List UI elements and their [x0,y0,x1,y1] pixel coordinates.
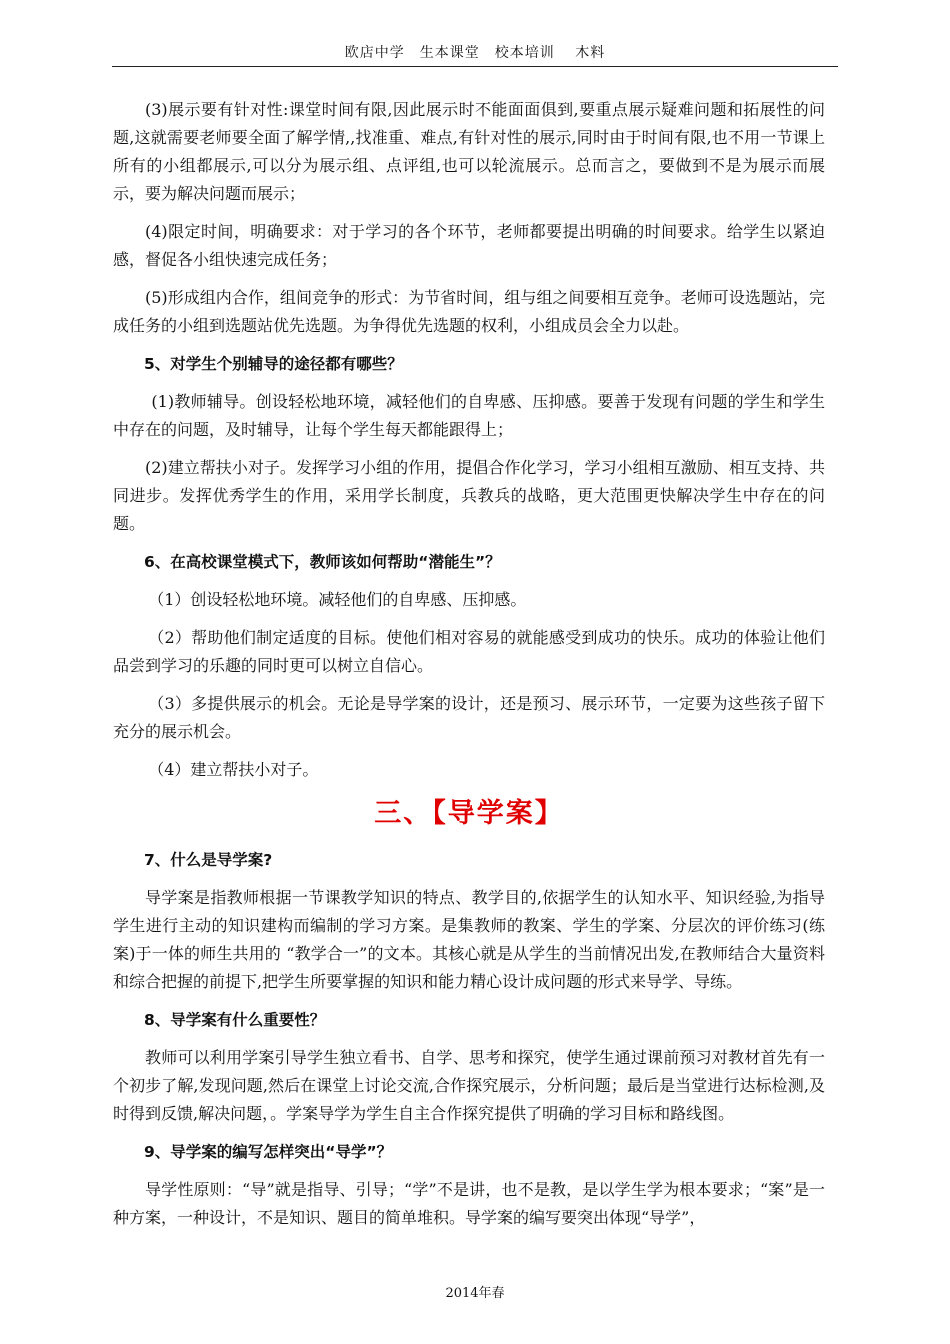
paragraph: (4)限定时间，明确要求：对于学习的各个环节，老师都要提出明确的时间要求。给学生以紧迫感，督促各小组快速完成任务； [113,222,825,269]
paragraph: (5)形成组内合作，组间竞争的形式：为节省时间，组与组之间要相互竞争。老师可设选题站，完成任务的小组到选题站优先选题。为争得优先选题的权利，小组成员会全力以赴。 [113,288,825,335]
question-heading: 5、对学生个别辅导的途径都有哪些？ [144,355,403,373]
question-heading: 7、什么是导学案? [144,851,273,869]
paragraph: (3)展示要有针对性:课堂时间有限,因此展示时不能面面俱到,要重点展示疑难问题和拓展性的问题,这就需要老师要全面了解学情,,找准重、难点,有针对性的展示,同时由于时间有限,也不用一节课上所有的小组都展示,可以分为展示组、点评组,也可以轮流展示。总而言之，要做到不是为展示而展示，要为解决问题而展示； [113,100,825,203]
paragraph: 教师可以利用学案引导学生独立看书、自学、思考和探究，使学生通过课前预习对教材首先有一个初步了解,发现问题,然后在课堂上讨论交流,合作探究展示，分析问题；最后是当堂进行达标检测,及时得到反馈,解决问题，。学案导学为学生自主合作探究提供了明确的学习目标和路线图。 [113,1048,825,1123]
document-body [113,96,825,1242]
question-heading: 8、导学案有什么重要性？ [144,1011,326,1029]
page-footer: 2014年春 [445,1286,505,1301]
paragraph: (2)建立帮扶小对子。发挥学习小组的作用，提倡合作化学习，学习小组相互激励、相互支持、共同进步。发挥优秀学生的作用，采用学长制度，兵教兵的战略，更大范围更快解决学生中存在的问题。 [113,458,825,533]
page-header: 欧店中学 生本课堂 校本培训 木料 [112,42,838,67]
paragraph: （4）建立帮扶小对子。 [148,760,319,779]
paragraph: 导学案是指教师根据一节课教学知识的特点、教学目的,依据学生的认知水平、知识经验,为指导学生进行主动的知识建构而编制的学习方案。是集教师的教案、学生的学案、分层次的评价练习(练案)于一体的师生共用的 “教学合一”的文本。其核心就是从学生的当前情况出发,在教师结合大量资料和综合把握的前提下,把学生所要掌握的知识和能力精心设计成问题的形式来导学、导练。 [113,888,825,991]
paragraph: (1)教师辅导。创设轻松地环境，减轻他们的自卑感、压抑感。要善于发现有问题的学生和学生中存在的问题，及时辅导，让每个学生每天都能跟得上； [113,392,825,439]
section-title: 三、【导学案】 [374,798,564,829]
paragraph: （2）帮助他们制定适度的目标。使他们相对容易的就能感受到成功的快乐。成功的体验让他们品尝到学习的乐趣的同时更可以树立自信心。 [113,628,825,675]
paragraph: 导学性原则：“导”就是指导、引导；“学”不是讲，也不是教，是以学生学为根本要求；“案”是一种方案，一种设计，不是知识、题目的简单堆积。导学案的编写要突出体现“导学”， [113,1180,825,1227]
question-heading: 6、在高校课堂模式下，教师该如何帮助“潜能生”？ [144,553,501,571]
question-heading: 9、导学案的编写怎样突出“导学”？ [144,1143,393,1161]
paragraph: （3）多提供展示的机会。无论是导学案的设计，还是预习、展示环节，一定要为这些孩子留下充分的展示机会。 [113,694,825,741]
paragraph: （1）创设轻松地环境。减轻他们的自卑感、压抑感。 [148,590,527,609]
